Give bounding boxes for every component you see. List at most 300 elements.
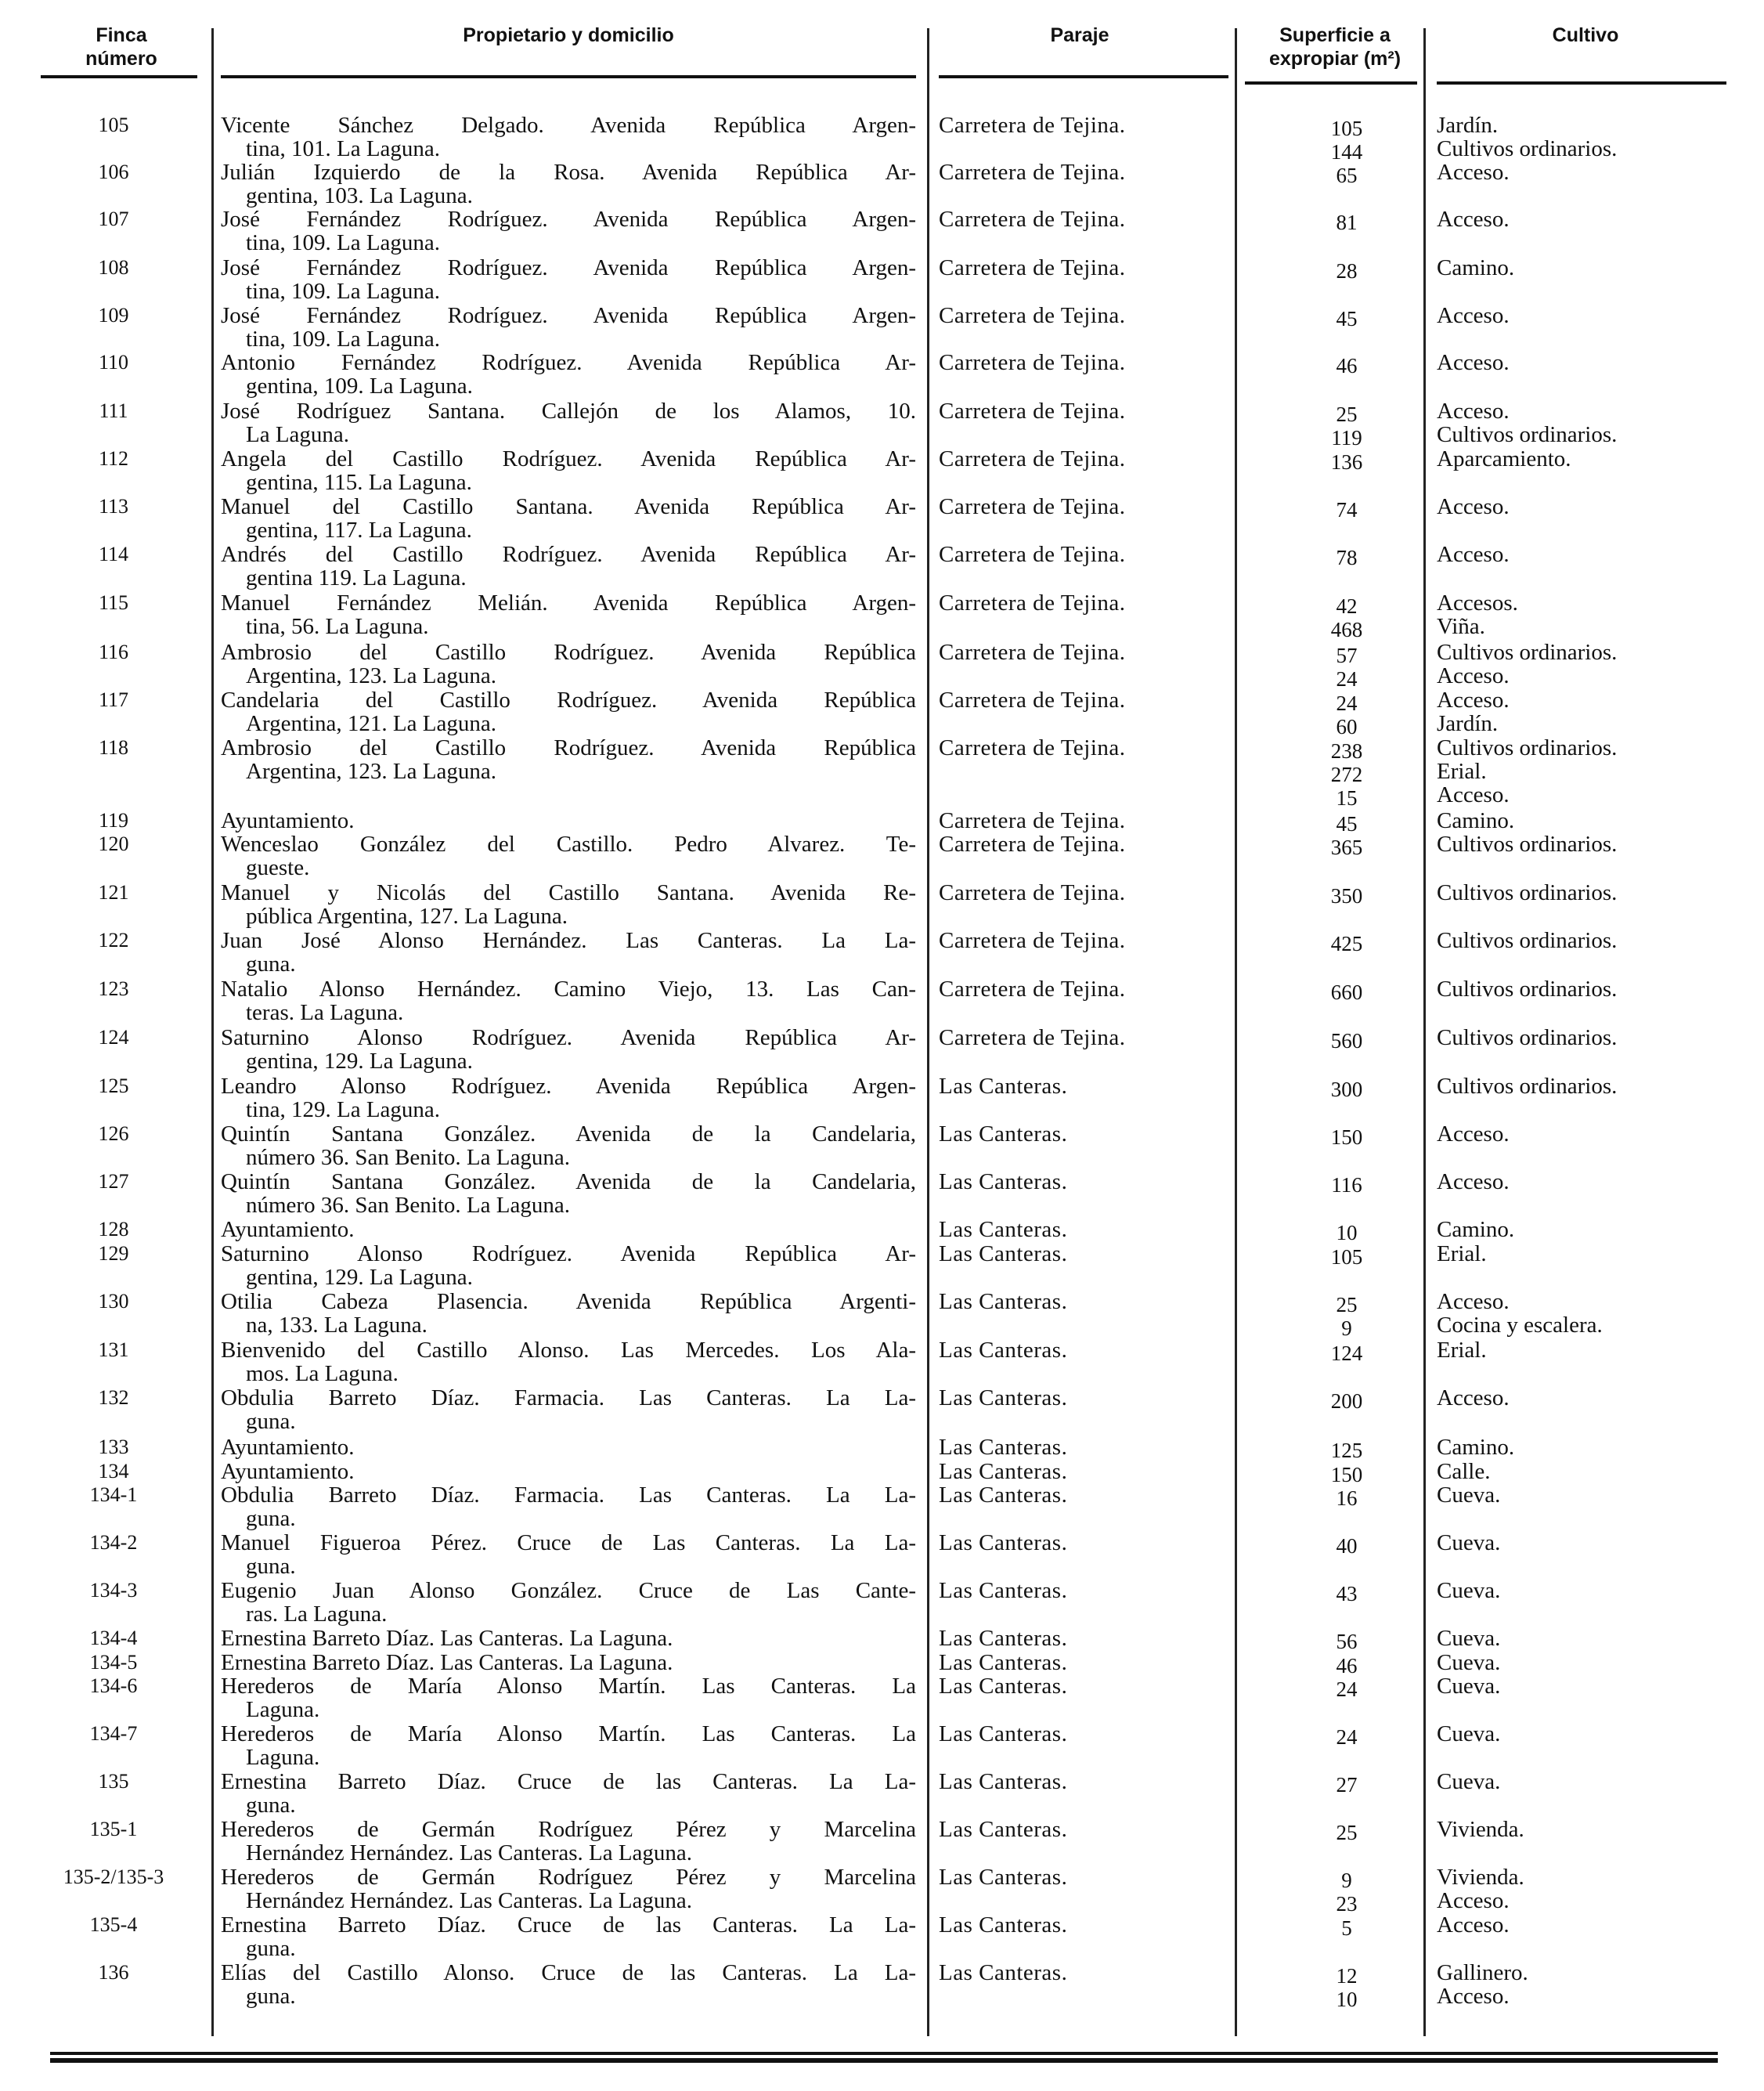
header-cultivo: Cultivo — [1552, 24, 1619, 46]
finca-number: 134-6 — [89, 1674, 138, 1697]
propietario-line-2: Hernández Hernández. Las Canteras. La Laguna. — [246, 1888, 693, 1913]
finca-number: 121 — [98, 881, 129, 904]
propietario-line-1: Obdulia Barreto Díaz. Farmacia. Las Canteras. La La- — [221, 1385, 916, 1410]
propietario-line-1: Herederos de María Alonso Martín. Las Canteras. La — [221, 1674, 916, 1699]
superficie-value: 24 — [1336, 1677, 1358, 1701]
propietario-line-1: Manuel Fernández Melián. Avenida República Argen- — [221, 590, 916, 616]
propietario-domicilio — [221, 543, 916, 590]
propietario-line-2: tina, 129. La Laguna. — [246, 1097, 441, 1122]
propietario-line-1: Juan José Alonso Hernández. Las Canteras. La La- — [221, 928, 916, 953]
paraje: Las Canteras. — [939, 1674, 1068, 1699]
superficie-value: 12 — [1336, 1964, 1358, 1988]
superficie — [1241, 1342, 1452, 1365]
propietario-domicilio — [221, 1818, 916, 1865]
propietario-domicilio — [221, 351, 916, 398]
superficie-value: 25 — [1336, 403, 1358, 426]
propietario-line-1: Ayuntamiento. — [221, 1217, 355, 1242]
cultivo — [1437, 1026, 1758, 1049]
paraje: Las Canteras. — [939, 1385, 1068, 1410]
finca-number: 116 — [98, 641, 129, 663]
finca-number: 112 — [98, 447, 129, 470]
cultivo — [1437, 1913, 1758, 1937]
cultivo-value: Cueva. — [1437, 1482, 1501, 1508]
propietario-domicilio — [221, 1290, 916, 1337]
propietario-line-1: Otilia Cabeza Plasencia. Avenida República Argenti- — [221, 1289, 916, 1314]
finca-number: 105 — [98, 114, 129, 136]
cultivo-value: Cueva. — [1437, 1650, 1501, 1675]
propietario-domicilio — [221, 256, 916, 303]
superficie — [1241, 1534, 1452, 1558]
paraje: Las Canteras. — [939, 1721, 1068, 1746]
finca-number: 131 — [98, 1338, 129, 1361]
cultivo — [1437, 1579, 1758, 1602]
propietario-line-1: Natalio Alonso Hernández. Camino Viejo, 13. Las Can- — [221, 977, 916, 1002]
propietario-line-2: gentina, 117. La Laguna. — [246, 518, 472, 543]
superficie-value: 65 — [1336, 164, 1358, 187]
propietario-line-1: Ernestina Barreto Díaz. Cruce de las Canteras. La La- — [221, 1769, 916, 1794]
finca-number: 128 — [98, 1218, 129, 1241]
paraje: Carretera de Tejina. — [939, 832, 1126, 857]
superficie — [1241, 980, 1452, 1004]
header-rule-paraje — [939, 75, 1228, 78]
propietario-line-1: Ernestina Barreto Díaz. Las Canteras. La Laguna. — [221, 1626, 673, 1651]
paraje: Las Canteras. — [939, 1626, 1068, 1651]
cultivo — [1437, 1865, 1758, 1912]
cultivo-value: Acceso. — [1437, 303, 1510, 328]
cultivo — [1437, 1961, 1758, 2008]
cultivo-value: Acceso. — [1437, 1984, 1510, 2009]
propietario-line-1: Herederos de María Alonso Martín. Las Canteras. La — [221, 1721, 916, 1746]
propietario-domicilio — [221, 736, 916, 783]
propietario-domicilio — [221, 1579, 916, 1626]
propietario-line-2: guna. — [246, 1409, 296, 1434]
propietario-line-1: Herederos de Germán Rodríguez Pérez y Marcelina — [221, 1865, 916, 1890]
paraje: Carretera de Tejina. — [939, 303, 1126, 328]
paraje: Las Canteras. — [939, 1530, 1068, 1555]
superficie-value: 300 — [1330, 1078, 1363, 1101]
propietario-line-1: Leandro Alonso Rodríguez. Avenida República Argen- — [221, 1074, 916, 1099]
finca-number: 135 — [98, 1770, 129, 1793]
propietario-line-2: guna. — [246, 1554, 296, 1579]
propietario-line-2: pública Argentina, 127. La Laguna. — [246, 904, 568, 929]
cultivo-value: Cueva. — [1437, 1578, 1501, 1603]
superficie-value: 24 — [1336, 692, 1358, 715]
cultivo — [1437, 447, 1758, 471]
superficie-value: 105 — [1330, 117, 1363, 140]
finca-number: 111 — [99, 399, 128, 422]
cultivo — [1437, 688, 1758, 735]
header-propietario: Propietario y domicilio — [463, 24, 674, 46]
superficie — [1241, 164, 1452, 187]
superficie-value: 425 — [1330, 932, 1363, 955]
cultivo-value: Acceso. — [1437, 207, 1510, 232]
column-divider-1 — [211, 28, 214, 2036]
superficie — [1241, 1245, 1452, 1269]
propietario-domicilio — [221, 1460, 916, 1483]
propietario-line-2: gentina, 103. La Laguna. — [246, 183, 473, 208]
cultivo — [1437, 809, 1758, 832]
superficie-value: 105 — [1330, 1245, 1363, 1269]
propietario-line-1: Ayuntamiento. — [221, 1435, 355, 1460]
propietario-line-1: Wenceslao González del Castillo. Pedro Alvarez. Te- — [221, 832, 916, 857]
cultivo-value: Erial. — [1437, 1338, 1487, 1363]
propietario-domicilio — [221, 1218, 916, 1241]
propietario-line-2: tina, 109. La Laguna. — [246, 279, 441, 304]
propietario-line-1: José Fernández Rodríguez. Avenida República Argen- — [221, 207, 916, 232]
cultivo-value: Viña. — [1437, 614, 1485, 639]
superficie-value: 74 — [1336, 498, 1358, 522]
paraje: Carretera de Tejina. — [939, 542, 1126, 567]
propietario-domicilio — [221, 208, 916, 255]
propietario-line-1: Bienvenido del Castillo Alonso. Las Mercedes. Los Ala- — [221, 1338, 916, 1363]
propietario-domicilio — [221, 1674, 916, 1721]
propietario-domicilio — [221, 447, 916, 494]
propietario-domicilio — [221, 929, 916, 976]
cultivo-value: Acceso. — [1437, 542, 1510, 567]
cultivo — [1437, 977, 1758, 1001]
finca-number: 114 — [98, 543, 129, 565]
cultivo-value: Cultivos ordinarios. — [1437, 928, 1618, 953]
propietario-line-2: Hernández Hernández. Las Canteras. La Laguna. — [246, 1840, 693, 1865]
propietario-domicilio — [221, 1770, 916, 1817]
cultivo-value: Camino. — [1437, 1217, 1515, 1242]
superficie-value: 78 — [1336, 546, 1358, 569]
superficie — [1241, 1463, 1452, 1486]
cultivo-value: Cultivos ordinarios. — [1437, 977, 1618, 1002]
finca-number: 107 — [98, 208, 129, 230]
propietario-domicilio — [221, 1122, 916, 1169]
cultivo — [1437, 1290, 1758, 1337]
cultivo-value: Acceso. — [1437, 1385, 1510, 1410]
propietario-line-2: número 36. San Benito. La Laguna. — [246, 1145, 570, 1170]
header-rule-superficie — [1245, 81, 1417, 85]
finca-number: 113 — [98, 495, 129, 518]
cultivo-value: Cueva. — [1437, 1721, 1501, 1746]
superficie — [1241, 1078, 1452, 1101]
propietario-line-1: Ernestina Barreto Díaz. Cruce de las Canteras. La La- — [221, 1912, 916, 1938]
cultivo-value: Acceso. — [1437, 399, 1510, 424]
propietario-line-2: ras. La Laguna. — [246, 1602, 388, 1627]
cultivo — [1437, 1818, 1758, 1841]
propietario-line-2: guna. — [246, 1984, 296, 2009]
cultivo-value: Cultivos ordinarios. — [1437, 136, 1618, 161]
propietario-domicilio — [221, 1865, 916, 1912]
paraje: Las Canteras. — [939, 1217, 1068, 1242]
cultivo — [1437, 736, 1758, 807]
propietario-line-2: Argentina, 123. La Laguna. — [246, 759, 496, 784]
propietario-line-1: Saturnino Alonso Rodríguez. Avenida República Ar- — [221, 1241, 916, 1266]
superficie-value: 116 — [1331, 1173, 1362, 1197]
finca-number: 132 — [98, 1386, 129, 1409]
cultivo-value: Cultivos ordinarios. — [1437, 832, 1618, 857]
propietario-line-1: Antonio Fernández Rodríguez. Avenida República Ar- — [221, 350, 916, 375]
paraje: Las Canteras. — [939, 1074, 1068, 1099]
propietario-line-2: tina, 101. La Laguna. — [246, 136, 441, 161]
finca-number: 129 — [98, 1242, 129, 1265]
paraje: Las Canteras. — [939, 1289, 1068, 1314]
finca-number: 124 — [98, 1026, 129, 1049]
cultivo — [1437, 881, 1758, 905]
paraje: Carretera de Tejina. — [939, 640, 1126, 665]
superficie — [1241, 307, 1452, 330]
superficie-value: 24 — [1336, 1725, 1358, 1749]
paraje: Carretera de Tejina. — [939, 207, 1126, 232]
propietario-line-2: na, 133. La Laguna. — [246, 1313, 427, 1338]
cultivo — [1437, 543, 1758, 566]
propietario-line-1: Andrés del Castillo Rodríguez. Avenida República Ar- — [221, 542, 916, 567]
paraje: Carretera de Tejina. — [939, 977, 1126, 1002]
paraje: Carretera de Tejina. — [939, 350, 1126, 375]
cultivo-value: Cultivos ordinarios. — [1437, 640, 1618, 665]
superficie — [1241, 1221, 1452, 1244]
paraje: Las Canteras. — [939, 1241, 1068, 1266]
cultivo-value: Erial. — [1437, 759, 1487, 784]
propietario-line-1: Quintín Santana González. Avenida de la Candelaria, — [221, 1169, 916, 1194]
superficie-value: 119 — [1331, 426, 1362, 450]
superficie-value: 27 — [1336, 1773, 1358, 1797]
cultivo — [1437, 832, 1758, 856]
paraje: Carretera de Tejina. — [939, 255, 1126, 280]
superficie-value: 660 — [1330, 980, 1363, 1004]
finca-number: 134-1 — [89, 1483, 138, 1506]
paraje: Las Canteras. — [939, 1121, 1068, 1147]
propietario-line-2: gentina, 129. La Laguna. — [246, 1049, 473, 1074]
propietario-line-2: gentina 119. La Laguna. — [246, 565, 467, 590]
cultivo-value: Cueva. — [1437, 1626, 1501, 1651]
superficie-value: 350 — [1330, 884, 1363, 908]
column-divider-2 — [927, 28, 929, 2036]
cultivo-value: Acceso. — [1437, 1121, 1510, 1147]
cultivo — [1437, 256, 1758, 280]
propietario-domicilio — [221, 114, 916, 161]
cultivo — [1437, 1436, 1758, 1459]
propietario-line-2: Argentina, 121. La Laguna. — [246, 711, 496, 736]
finca-number: 134-7 — [89, 1722, 138, 1745]
superficie-value: 25 — [1336, 1293, 1358, 1316]
paraje: Carretera de Tejina. — [939, 808, 1126, 833]
propietario-domicilio — [221, 1913, 916, 1960]
propietario-line-2: guna. — [246, 1506, 296, 1531]
superficie-value: 24 — [1336, 667, 1358, 691]
propietario-line-1: Ayuntamiento. — [221, 808, 355, 833]
superficie-value: 15 — [1336, 786, 1358, 810]
superficie-value: 10 — [1336, 1221, 1358, 1244]
cultivo-value: Vivienda. — [1437, 1865, 1524, 1890]
cultivo — [1437, 1338, 1758, 1362]
cultivo-value: Cueva. — [1437, 1769, 1501, 1794]
superficie-value: 125 — [1330, 1439, 1363, 1462]
cultivo — [1437, 1170, 1758, 1194]
paraje: Las Canteras. — [939, 1817, 1068, 1842]
finca-number: 115 — [98, 591, 129, 614]
paraje: Carretera de Tejina. — [939, 928, 1126, 953]
superficie-value: 9 — [1341, 1869, 1352, 1892]
superficie — [1241, 884, 1452, 908]
finca-number: 133 — [98, 1436, 129, 1458]
cultivo-value: Cultivos ordinarios. — [1437, 422, 1618, 447]
cultivo-value: Gallinero. — [1437, 1960, 1528, 1985]
superficie-value: 468 — [1330, 618, 1363, 641]
paraje: Carretera de Tejina. — [939, 399, 1126, 424]
superficie — [1241, 692, 1452, 739]
paraje: Las Canteras. — [939, 1459, 1068, 1484]
column-divider-3 — [1235, 28, 1237, 2036]
cultivo — [1437, 1651, 1758, 1674]
superficie-value: 81 — [1336, 211, 1358, 234]
paraje: Las Canteras. — [939, 1338, 1068, 1363]
superficie-value: 25 — [1336, 1821, 1358, 1844]
paraje: Las Canteras. — [939, 1169, 1068, 1194]
superficie — [1241, 932, 1452, 955]
cultivo — [1437, 1722, 1758, 1746]
paraje: Las Canteras. — [939, 1435, 1068, 1460]
finca-number: 134-2 — [89, 1531, 138, 1554]
cultivo-value: Accesos. — [1437, 590, 1518, 616]
propietario-line-1: Saturnino Alonso Rodríguez. Avenida República Ar- — [221, 1025, 916, 1050]
superficie-value: 40 — [1336, 1534, 1358, 1558]
paraje: Carretera de Tejina. — [939, 1025, 1126, 1050]
superficie — [1241, 1630, 1452, 1653]
cultivo-value: Cultivos ordinarios. — [1437, 1074, 1618, 1099]
propietario-line-2: Laguna. — [246, 1697, 320, 1722]
propietario-line-2: mos. La Laguna. — [246, 1361, 399, 1386]
finca-number: 106 — [98, 161, 129, 183]
cultivo — [1437, 495, 1758, 518]
cultivo — [1437, 1483, 1758, 1507]
finca-number: 134-4 — [89, 1627, 138, 1649]
cultivo — [1437, 641, 1758, 688]
cultivo-value: Camino. — [1437, 255, 1515, 280]
cultivo — [1437, 399, 1758, 446]
superficie-value: 28 — [1336, 259, 1358, 283]
propietario-domicilio — [221, 591, 916, 638]
superficie — [1241, 1916, 1452, 1940]
superficie — [1241, 450, 1452, 474]
cultivo — [1437, 351, 1758, 374]
propietario-line-1: Quintín Santana González. Avenida de la Candelaria, — [221, 1121, 916, 1147]
superficie-value: 560 — [1330, 1029, 1363, 1053]
superficie — [1241, 1173, 1452, 1197]
finca-number: 120 — [98, 832, 129, 855]
bottom-rule-top — [50, 2052, 1718, 2055]
propietario-line-2: guna. — [246, 1793, 296, 1818]
superficie — [1241, 117, 1452, 164]
propietario-domicilio — [221, 881, 916, 928]
superficie — [1241, 259, 1452, 283]
paraje: Las Canteras. — [939, 1769, 1068, 1794]
cultivo — [1437, 1074, 1758, 1098]
propietario-domicilio — [221, 1627, 916, 1650]
header-paraje: Paraje — [1050, 24, 1109, 46]
header-finca-text: Finca número — [85, 24, 157, 70]
propietario-domicilio — [221, 1386, 916, 1433]
cultivo-value: Jardín. — [1437, 113, 1499, 138]
superficie-value: 150 — [1330, 1125, 1363, 1149]
propietario-line-2: teras. La Laguna. — [246, 1000, 404, 1025]
finca-number: 127 — [98, 1170, 129, 1193]
cultivo-value: Cultivos ordinarios. — [1437, 735, 1618, 760]
propietario-line-2: guna. — [246, 952, 296, 977]
superficie — [1241, 1964, 1452, 2011]
cultivo-value: Acceso. — [1437, 1169, 1510, 1194]
propietario-domicilio — [221, 688, 916, 735]
propietario-domicilio — [221, 977, 916, 1024]
paraje: Las Canteras. — [939, 1865, 1068, 1890]
propietario-line-2: gentina, 129. La Laguna. — [246, 1265, 473, 1290]
paraje: Las Canteras. — [939, 1482, 1068, 1508]
header-superficie-text: Superficie a expropiar (m²) — [1268, 24, 1401, 70]
propietario-line-1: José Fernández Rodríguez. Avenida República Argen- — [221, 303, 916, 328]
paraje: Carretera de Tejina. — [939, 113, 1126, 138]
finca-number: 135-1 — [89, 1818, 138, 1840]
superficie — [1241, 1029, 1452, 1053]
cultivo — [1437, 114, 1758, 161]
superficie-value: 238 — [1330, 739, 1363, 763]
cultivo-value: Acceso. — [1437, 688, 1510, 713]
cultivo — [1437, 591, 1758, 638]
cultivo — [1437, 929, 1758, 952]
header-rule-propietario — [221, 75, 916, 78]
superficie-value: 56 — [1336, 1630, 1358, 1653]
cultivo — [1437, 208, 1758, 231]
finca-number: 117 — [98, 688, 129, 711]
propietario-line-2: La Laguna. — [246, 422, 350, 447]
finca-number: 136 — [98, 1961, 129, 1984]
cultivo — [1437, 1242, 1758, 1266]
superficie — [1241, 403, 1452, 450]
propietario-line-1: Manuel y Nicolás del Castillo Santana. Avenida Re- — [221, 880, 916, 905]
superficie-value: 60 — [1336, 715, 1358, 739]
cultivo-value: Cueva. — [1437, 1674, 1501, 1699]
bottom-rule-bottom — [50, 2058, 1718, 2063]
finca-number: 123 — [98, 977, 129, 1000]
cultivo-value: Acceso. — [1437, 160, 1510, 185]
paraje: Carretera de Tejina. — [939, 494, 1126, 519]
cultivo — [1437, 1460, 1758, 1483]
cultivo-value: Acceso. — [1437, 1912, 1510, 1938]
header-finca — [55, 23, 188, 70]
superficie — [1241, 594, 1452, 641]
superficie-value: 42 — [1336, 594, 1358, 618]
finca-number: 135-2/135-3 — [63, 1865, 164, 1888]
finca-number: 108 — [98, 256, 129, 279]
superficie — [1241, 812, 1452, 836]
propietario-line-2: número 36. San Benito. La Laguna. — [246, 1193, 570, 1218]
paraje: Carretera de Tejina. — [939, 160, 1126, 185]
propietario-domicilio — [221, 1722, 916, 1769]
superficie — [1241, 1654, 1452, 1677]
superficie-value: 365 — [1330, 836, 1363, 859]
propietario-line-2: tina, 109. La Laguna. — [246, 327, 441, 352]
propietario-domicilio — [221, 1170, 916, 1217]
propietario-domicilio — [221, 1074, 916, 1121]
finca-number: 130 — [98, 1290, 129, 1313]
propietario-line-1: Julián Izquierdo de la Rosa. Avenida República Ar- — [221, 160, 916, 185]
cultivo-value: Cueva. — [1437, 1530, 1501, 1555]
propietario-line-2: tina, 56. La Laguna. — [246, 614, 429, 639]
propietario-domicilio — [221, 1531, 916, 1578]
superficie-value: 46 — [1336, 354, 1358, 377]
cultivo-value: Camino. — [1437, 808, 1515, 833]
finca-number: 118 — [98, 736, 129, 759]
superficie — [1241, 1677, 1452, 1701]
propietario-line-1: Obdulia Barreto Díaz. Farmacia. Las Canteras. La La- — [221, 1482, 916, 1508]
finca-number: 126 — [98, 1122, 129, 1145]
cultivo-value: Acceso. — [1437, 1289, 1510, 1314]
propietario-line-2: gentina, 109. La Laguna. — [246, 374, 473, 399]
propietario-domicilio — [221, 1436, 916, 1459]
superficie — [1241, 836, 1452, 859]
